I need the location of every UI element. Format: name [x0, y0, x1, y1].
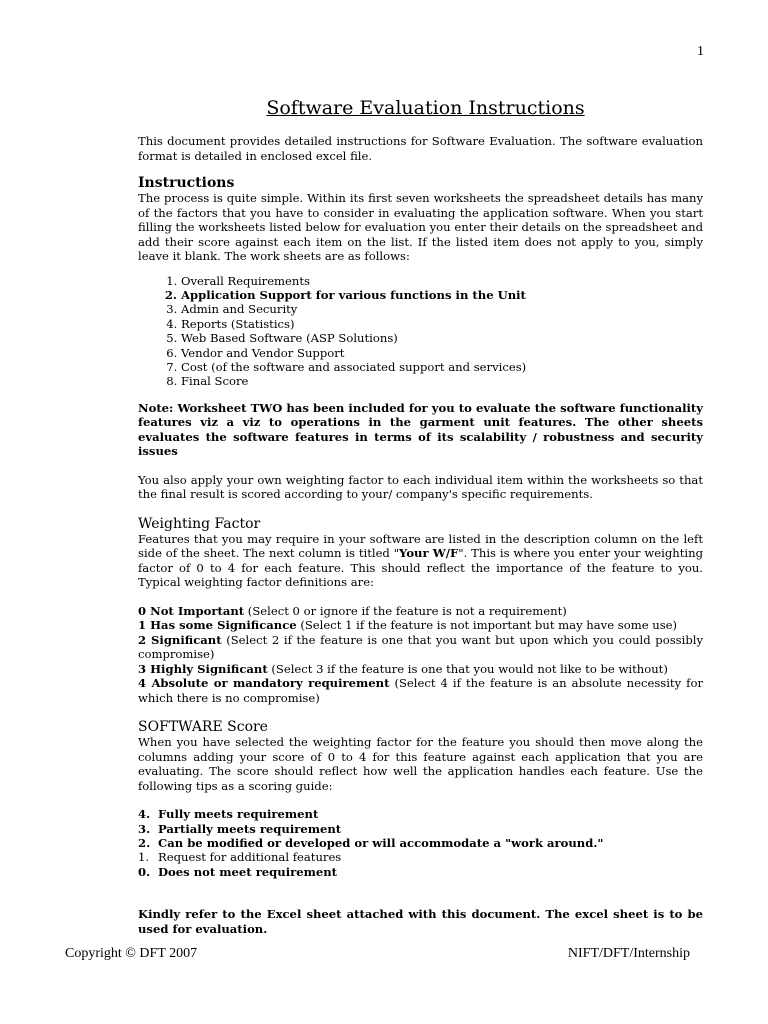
list-item: [138, 807, 703, 821]
definition-desc: (Select 3 if the feature is one that you would not like to be without): [267, 661, 668, 676]
definition-item: [138, 618, 703, 633]
document-body: [138, 96, 703, 936]
score-number: 2.: [138, 836, 151, 851]
score-number: 1.: [138, 850, 150, 865]
software-score-paragraph: When you have selected the weighting factor for the feature you should then move along the columns adding your score of 0 to 4 for this feature against each application that you are evaluating. The score should reflect how well the application handles each feature. Use the following tips as a scoring guide:: [138, 735, 703, 793]
list-item: 1. Overall Requirements: [181, 274, 703, 288]
score-text: Request for additional features: [158, 850, 342, 865]
definition-desc: (Select 0 or ignore if the feature is not a requirement): [244, 603, 567, 618]
your-wf-label: Your W/F: [399, 546, 459, 561]
closing-paragraph: Kindly refer to the Excel sheet attached with this document. The excel sheet is to be used for evaluation.: [138, 907, 703, 936]
list-item: [138, 822, 703, 836]
definition-term: 3 Highly Significant: [138, 661, 268, 676]
definition-desc: (Select 1 if the feature is not important but may have some use): [296, 618, 678, 633]
note-paragraph: Note: Worksheet TWO has been included for you to evaluate the software functionality features viz a viz to operations in the garment unit features. The other sheets evaluates the software features in terms of its scalability / robustness and security issues: [138, 400, 703, 459]
list-item: [138, 850, 703, 864]
score-text: Fully meets requirement: [158, 807, 319, 822]
list-item: 7. Cost (of the software and associated support and services): [181, 360, 703, 374]
weighting-text-start: Features that you may require in your software are listed in the description column on the left side of the sheet. The next column is titled ": [138, 531, 703, 561]
list-item: [138, 865, 703, 879]
definition-item: [138, 676, 703, 705]
definition-term: 0 Not Important: [138, 603, 245, 618]
score-text: Can be modified or developed or will accommodate a "work around.": [158, 836, 604, 851]
document-title: Software Evaluation Instructions: [266, 97, 585, 119]
list-item: 8. Final Score: [181, 374, 703, 388]
instructions-paragraph: The process is quite simple. Within its first seven worksheets the spreadsheet details has many of the factors that you have to consider in evaluating the application software. When you start filling the worksheets listed below for evaluation you enter their details on the spreadsheet and add their score against each item on the list. If the listed item does not apply to you, simply leave it blank. The work sheets are as follows:: [138, 191, 703, 263]
list-item: 5. Web Based Software (ASP Solutions): [181, 331, 703, 345]
list-item: [138, 836, 703, 850]
definition-item: [138, 604, 703, 619]
definition-term: 1 Has some Significance: [138, 618, 297, 633]
score-text: Does not meet requirement: [158, 864, 338, 879]
definition-desc: (Select 2 if the feature is one that you want but upon which you could possibly compromise): [138, 632, 703, 662]
footer-copyright: Copyright © DFT 2007: [65, 946, 198, 961]
definition-item: [138, 662, 703, 677]
list-item: 2. Application Support for various functions in the Unit: [181, 288, 703, 302]
score-number: 3.: [138, 821, 151, 836]
score-text: Partially meets requirement: [158, 821, 342, 836]
list-item: 3. Admin and Security: [181, 302, 703, 316]
weighting-text-end: ". This is where you enter your weighting factor of 0 to 4 for each feature. This should reflect the importance of the feature to you. Typical weighting factor definitions are:: [138, 546, 703, 590]
intro-paragraph: This document provides detailed instructions for Software Evaluation. The software evaluation format is detailed in enclosed excel file.: [138, 134, 703, 163]
page-number: 1: [697, 44, 704, 59]
instructions-heading: Instructions: [138, 175, 235, 191]
score-number: 4.: [138, 807, 151, 822]
definition-item: [138, 633, 703, 662]
definition-desc: (Select 4 if the feature is an absolute necessity for which there is no compromise): [138, 676, 703, 705]
footer-reference: NIFT/DFT/Internship: [567, 946, 690, 961]
weighting-factor-paragraph: [138, 532, 703, 590]
worksheet-list: [138, 274, 703, 389]
weighting-note-paragraph: You also apply your own weighting factor to each individual item within the worksheets so that the final result is scored according to your/ company's specific requirements.: [138, 472, 703, 502]
score-number: 0.: [138, 864, 151, 879]
weighting-factor-heading: Weighting Factor: [138, 515, 261, 532]
list-item: 4. Reports (Statistics): [181, 317, 703, 331]
list-item: 6. Vendor and Vendor Support: [181, 346, 703, 360]
definition-term: 4 Absolute or mandatory requirement: [138, 676, 390, 691]
software-score-heading: SOFTWARE Score: [138, 719, 268, 736]
score-guide-list: [138, 807, 703, 879]
definition-term: 2 Significant: [138, 632, 222, 647]
